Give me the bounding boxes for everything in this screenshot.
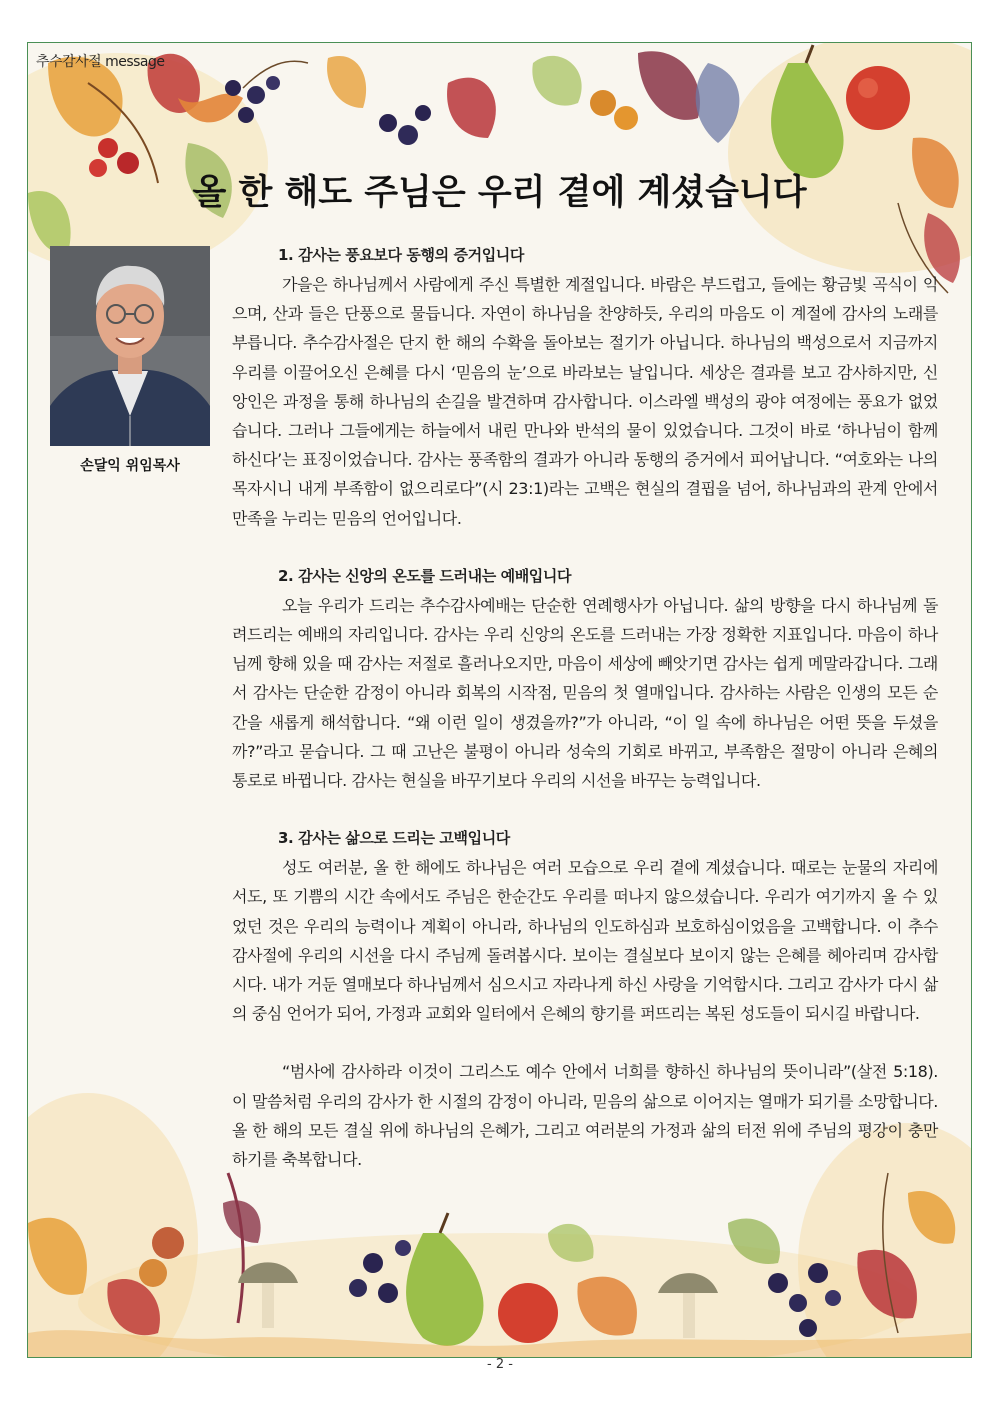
closing-paragraph: “범사에 감사하라 이것이 그리스도 예수 안에서 너희를 향하신 하나님의 뜻이니라”(살전 5:18). 이 말씀처럼 우리의 감사가 한 시절의 감정이 아니라, 믿음의 삶으로 이어지는 열매가 되기를 소망합니다. 올 한 해의 모든 결실 위에 하나님의 은혜가, 그리고 여러분의 가정과 삶의 터전 위에 주님의 평강이 충만하기를 축복합니다. — [232, 1062, 938, 1170]
section-paragraph: 가을은 하나님께서 사람에게 주신 특별한 계절입니다. 바람은 부드럽고, 들에는 황금빛 곡식이 익으며, 산과 들은 단풍으로 물듭니다. 자연이 하나님을 찬양하듯, 우리의 마음도 이 계절에 감사의 노래를 부릅니다. 추수감사절은 단지 한 해의 수확을 돌아보는 절기가 아닙니다. 하나님의 백성으로서 지금까지 우리를 이끌어오신 은혜를 다시 ‘믿음의 눈’으로 바라보는 날입니다. 세상은 결과를 보고 감사하지만, 신앙인은 과정을 통해 하나님의 손길을 발견하며 감사합니다. 이스라엘 백성의 광야 여정에는 풍요가 없었습니다. 그러나 그들에게는 하늘에서 내린 만나와 반석의 물이 있었습니다. 그것이 바로 ‘하나님이 함께 하신다’는 표징이었습니다. 감사는 풍족함의 결과가 아니라 동행의 증거에서 피어납니다. “여호와는 나의 목자시니 내게 부족함이 없으리로다”(시 23:1)라는 고백은 현실의 결핍을 넘어, 하나님과의 관계 안에서 만족을 누리는 믿음의 언어입니다. — [232, 275, 938, 528]
pastor-portrait — [50, 246, 210, 446]
section-heading: 1. 감사는 풍요보다 동행의 증거입니다 — [278, 246, 524, 264]
page-frame — [27, 42, 972, 1358]
page-title: 올 한 해도 주님은 우리 곁에 계셨습니다 — [192, 173, 807, 213]
page-number: - 2 - — [487, 1357, 513, 1372]
section-paragraph: 오늘 우리가 드리는 추수감사예배는 단순한 연례행사가 아닙니다. 삶의 방향을 다시 하나님께 돌려드리는 예배의 자리입니다. 감사는 우리 신앙의 온도를 드러내는 가장 정확한 지표입니다. 마음이 하나님께 향해 있을 때 감사는 저절로 흘러나오지만, 마음이 세상에 빼앗기면 감사는 쉽게 메말라갑니다. 그래서 감사는 단순한 감정이 아니라 회복의 시작점, 믿음의 첫 열매입니다. 감사하는 사람은 인생의 모든 순간을 새롭게 해석합니다. “왜 이런 일이 생겼을까?”가 아니라, “이 일 속에 하나님은 어떤 뜻을 두셨을까?”라고 묻습니다. 그 때 고난은 불평이 아니라 성숙의 기회로 바뀌고, 부족함은 절망이 아니라 은혜의 통로로 바뀝니다. 감사는 현실을 바꾸기보다 우리의 시선을 바꾸는 능력입니다. — [232, 595, 938, 791]
pastor-name-caption: 손달익 위임목사 — [80, 458, 180, 474]
section-label: 추수감사절 message — [36, 54, 165, 70]
section-heading: 2. 감사는 신앙의 온도를 드러내는 예배입니다 — [278, 566, 572, 585]
section-paragraph: 성도 여러분, 올 한 해에도 하나님은 여러 모습으로 우리 곁에 계셨습니다. 때로는 눈물의 자리에서도, 또 기쁨의 시간 속에서도 주님은 한순간도 우리를 떠나지 않으셨습니다. 우리가 여기까지 올 수 있었던 것은 우리의 능력이나 계획이 아니라, 하나님의 인도하심과 보호하심이었음을 고백합니다. 이 추수감사절에 우리의 시선을 다시 주님께 돌려봅시다. 보이는 결실보다 보이지 않는 은혜를 헤아리며 감사합시다. 내가 거둔 열매보다 하나님께서 심으시고 자라나게 하신 사랑을 기억합시다. 그리고 감사가 다시 삶의 중심 언어가 되어, 가정과 교회와 일터에서 은혜의 향기를 퍼뜨리는 복된 성도들이 되시길 바랍니다. — [232, 858, 938, 1024]
portrait-photo — [50, 246, 210, 446]
section-heading: 3. 감사는 삶으로 드리는 고백입니다 — [278, 829, 510, 848]
message-body — [232, 241, 938, 1174]
